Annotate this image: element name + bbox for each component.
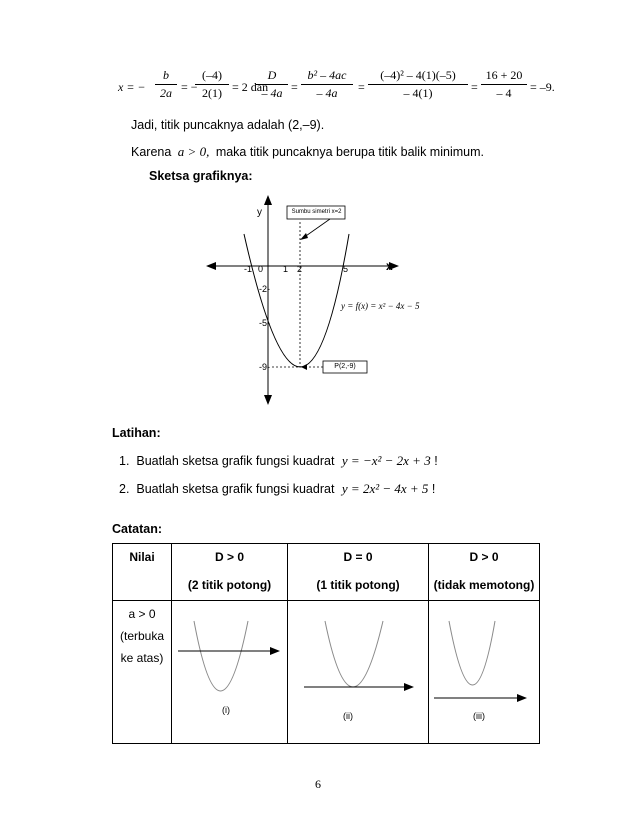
header-nilai: Nilai bbox=[113, 544, 172, 601]
header-d-negative: D > 0 (tidak memotong) bbox=[429, 544, 540, 601]
y-tick-minus2: -2- bbox=[259, 284, 270, 294]
fraction-d-4a: D – 4a bbox=[256, 68, 288, 101]
symmetry-label: Sumbu simetri x=2 bbox=[291, 209, 342, 215]
formula-x-lhs: x = − bbox=[118, 80, 146, 94]
fraction-simplified: 16 + 20 – 4 bbox=[481, 68, 527, 101]
sketch-i bbox=[172, 601, 287, 741]
catatan-title: Catatan: bbox=[112, 522, 163, 536]
parabola-i bbox=[194, 621, 248, 691]
y-tick-minus5: -5- bbox=[259, 318, 270, 328]
header-d-zero: D = 0 (1 titik potong) bbox=[288, 544, 429, 601]
label-i: (i) bbox=[222, 705, 230, 715]
fraction-substituted: (–4)² – 4(1)(–5) – 4(1) bbox=[368, 68, 468, 101]
y-axis-label: y bbox=[257, 207, 262, 218]
discriminant-table bbox=[112, 543, 540, 744]
y-axis-up-arrow bbox=[264, 195, 272, 205]
table-row bbox=[113, 601, 540, 744]
x-tick-minus1: -1 bbox=[244, 264, 253, 274]
fraction-minus4-2: (–4) 2(1) bbox=[195, 68, 229, 101]
y-axis-down-arrow bbox=[264, 395, 272, 405]
vertex-statement: Jadi, titik puncaknya adalah (2,–9). bbox=[131, 118, 325, 132]
parabola-curve bbox=[244, 234, 349, 367]
cell-no-intersection bbox=[429, 601, 540, 744]
parabola-iii bbox=[449, 621, 495, 685]
vertex-point-label: P(2,-9) bbox=[334, 363, 356, 370]
page-number: 6 bbox=[315, 777, 321, 791]
y-tick-minus9: -9- bbox=[259, 362, 270, 372]
latihan-title: Latihan: bbox=[112, 426, 161, 440]
exercise-1: 1. Buatlah sketsa grafik fungsi kuadrat y = −x² − 2x + 3 ! bbox=[119, 453, 438, 468]
label-ii: (ii) bbox=[343, 711, 353, 721]
x-axis-label: x bbox=[386, 259, 393, 273]
function-label: y = f(x) = x² − 4x − 5 bbox=[341, 301, 420, 311]
cell-one-intersection bbox=[288, 601, 429, 744]
fraction-b-2a: b 2a bbox=[155, 68, 177, 101]
sketch-title: Sketsa grafiknya: bbox=[149, 169, 253, 183]
symmetry-pointer bbox=[303, 219, 330, 238]
label-iii: (iii) bbox=[473, 711, 485, 721]
table-header-row bbox=[113, 544, 540, 601]
x-tick-0: 0 bbox=[258, 264, 264, 274]
x-tick-2: 2 bbox=[297, 264, 303, 274]
fraction-discriminant: b² – 4ac – 4a bbox=[301, 68, 353, 101]
x-tick-5: 5 bbox=[343, 264, 349, 274]
header-d-positive: D > 0 (2 titik potong) bbox=[172, 544, 288, 601]
parabola-ii bbox=[325, 621, 383, 687]
x-axis-left-arrow bbox=[206, 262, 216, 270]
exercise-2: 2. Buatlah sketsa grafik fungsi kuadrat y = 2x² − 4x + 5 ! bbox=[119, 481, 436, 496]
x-tick-1: 1 bbox=[283, 264, 289, 274]
minimum-statement: Karena a > 0, maka titik puncaknya berupa titik balik minimum. bbox=[131, 144, 484, 159]
cell-two-intersections bbox=[172, 601, 288, 744]
sketch-ii bbox=[288, 601, 428, 741]
row-label-a-positive: a > 0 (terbuka ke atas) bbox=[113, 601, 172, 744]
formula-result: = –9. bbox=[530, 80, 555, 94]
